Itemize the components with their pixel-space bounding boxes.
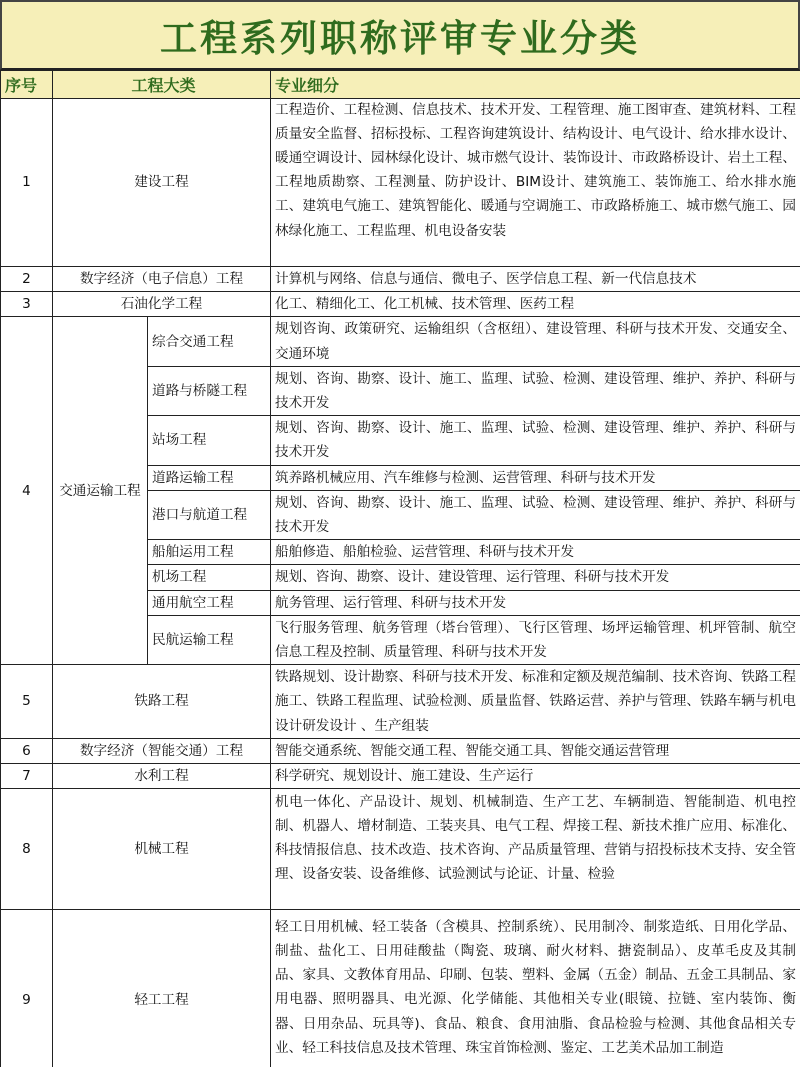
table-row: [1, 910, 800, 1067]
row-category: 建设工程: [53, 99, 271, 267]
subcategory-name: 港口与航道工程: [148, 490, 271, 539]
row-category: 轻工工程: [53, 910, 271, 1067]
table-row: [1, 665, 800, 739]
subcategory-detail: 船舶修造、船舶检验、运营管理、科研与技术开发: [271, 540, 800, 565]
subcategory-name: 通用航空工程: [148, 590, 271, 615]
subcategory-detail: 飞行服务管理、航务管理（塔台管理）、飞行区管理、场坪运输管理、机坪管制、航空信息工程及控制、质量管理、科研与技术开发: [271, 615, 800, 664]
row-detail: 化工、精细化工、化工机械、技术管理、医药工程: [271, 292, 800, 317]
row-detail: 计算机与网络、信息与通信、微电子、医学信息工程、新一代信息技术: [271, 267, 800, 292]
table-row: [1, 292, 800, 317]
row-category: 数字经济（电子信息）工程: [53, 267, 271, 292]
row-number: 5: [1, 665, 53, 739]
table-header-row: [1, 71, 800, 99]
row-number: 1: [1, 99, 53, 267]
header-num: 序号: [1, 71, 53, 99]
table-row: [1, 789, 800, 910]
subcategory-name: 道路与桥隧工程: [148, 366, 271, 415]
subcategory-detail: 筑养路机械应用、汽车维修与检测、运营管理、科研与技术开发: [271, 465, 800, 490]
row-number: 4: [1, 317, 53, 665]
header-detail: 专业细分: [271, 71, 800, 99]
row-category: 交通运输工程: [53, 317, 148, 665]
row-detail: 智能交通系统、智能交通工程、智能交通工具、智能交通运营管理: [271, 738, 800, 763]
row-number: 2: [1, 267, 53, 292]
subcategory-detail: 航务管理、运行管理、科研与技术开发: [271, 590, 800, 615]
subcategory-detail: 规划、咨询、勘察、设计、施工、监理、试验、检测、建设管理、维护、养护、科研与技术开发: [271, 490, 800, 539]
row-number: 6: [1, 738, 53, 763]
subcategory-name: 船舶运用工程: [148, 540, 271, 565]
row-detail-text: 轻工日用机械、轻工装备（含模具、控制系统）、民用制冷、制浆造纸、日用化学品、制盐、盐化工、日用硅酸盐（陶瓷、玻璃、耐火材料、搪瓷制品）、皮革毛皮及其制品、家具、文教体育用品、印刷、包装、塑料、金属（五金）制品、五金工具制品、家用电器、照明器具、电光源、化学储能、其他相关专业(眼镜、拉链、室内装饰、衡器、日用杂品、玩具等)、食品、粮食、食用油脂、食品检验与检测、其他食品相关专业、轻工科技信息及技术管理、珠宝首饰检测、鉴定、工艺美术品加工制造: [275, 918, 797, 1056]
header-category: 工程大类: [53, 71, 271, 99]
subcategory-detail: 规划、咨询、勘察、设计、施工、监理、试验、检测、建设管理、维护、养护、科研与技术开发: [271, 416, 800, 465]
row-number: 7: [1, 764, 53, 789]
row-detail: [271, 789, 800, 910]
row-category: 机械工程: [53, 789, 271, 910]
row-detail: 科学研究、规划设计、施工建设、生产运行: [271, 764, 800, 789]
table-row: [1, 99, 800, 267]
row-detail: [271, 99, 800, 267]
row-category: 石油化学工程: [53, 292, 271, 317]
row-detail: 铁路规划、设计勘察、科研与技术开发、标准和定额及规范编制、技术咨询、铁路工程施工、铁路工程监理、试验检测、质量监督、铁路运营、养护与管理、铁路车辆与机电设计研发设计 、生产组装: [271, 665, 800, 739]
row-category: 铁路工程: [53, 665, 271, 739]
classification-table: [0, 70, 800, 1067]
subcategory-detail: 规划、咨询、勘察、设计、施工、监理、试验、检测、建设管理、维护、养护、科研与技术开发: [271, 366, 800, 415]
subcategory-name: 综合交通工程: [148, 317, 271, 366]
row-detail-text: 机电一体化、产品设计、规划、机械制造、生产工艺、车辆制造、智能制造、机电控制、机器人、增材制造、工装夹具、电气工程、焊接工程、新技术推广应用、标准化、科技情报信息、技术改造、技术咨询、产品质量管理、营销与招投标技术支持、安全管理、设备安装、设备维修、试验测试与论证、计量、检验: [275, 793, 797, 883]
table-row: [1, 764, 800, 789]
row-detail-text: 工程造价、工程检测、信息技术、技术开发、工程管理、施工图审查、建筑材料、工程质量安全监督、招标投标、工程咨询建筑设计、结构设计、电气设计、给水排水设计、暖通空调设计、园林绿化设计、城市燃气设计、装饰设计、市政路桥设计、岩土工程、工程地质勘察、工程测量、防护设计、BIM设计、建筑施工、装饰施工、给水排水施工、建筑电气施工、建筑智能化、暖通与空调施工、市政路桥施工、城市燃气施工、园林绿化施工、工程监理、机电设备安装: [275, 101, 797, 239]
row-number: 3: [1, 292, 53, 317]
table-row: [1, 738, 800, 763]
subcategory-name: 民航运输工程: [148, 615, 271, 664]
subcategory-detail: 规划咨询、政策研究、运输组织（含枢纽）、建设管理、科研与技术开发、交通安全、交通环境: [271, 317, 800, 366]
subcategory-name: 站场工程: [148, 416, 271, 465]
page-title: 工程系列职称评审专业分类: [160, 17, 640, 60]
row-category: 水利工程: [53, 764, 271, 789]
title-banner: [0, 0, 800, 70]
subcategory-name: 机场工程: [148, 565, 271, 590]
row-number: 9: [1, 910, 53, 1067]
row-detail: [271, 910, 800, 1067]
table-row: [1, 267, 800, 292]
row-number: 8: [1, 789, 53, 910]
subcategory-detail: 规划、咨询、勘察、设计、建设管理、运行管理、科研与技术开发: [271, 565, 800, 590]
row-category: 数字经济（智能交通）工程: [53, 738, 271, 763]
subcategory-name: 道路运输工程: [148, 465, 271, 490]
table-row: [1, 317, 800, 366]
